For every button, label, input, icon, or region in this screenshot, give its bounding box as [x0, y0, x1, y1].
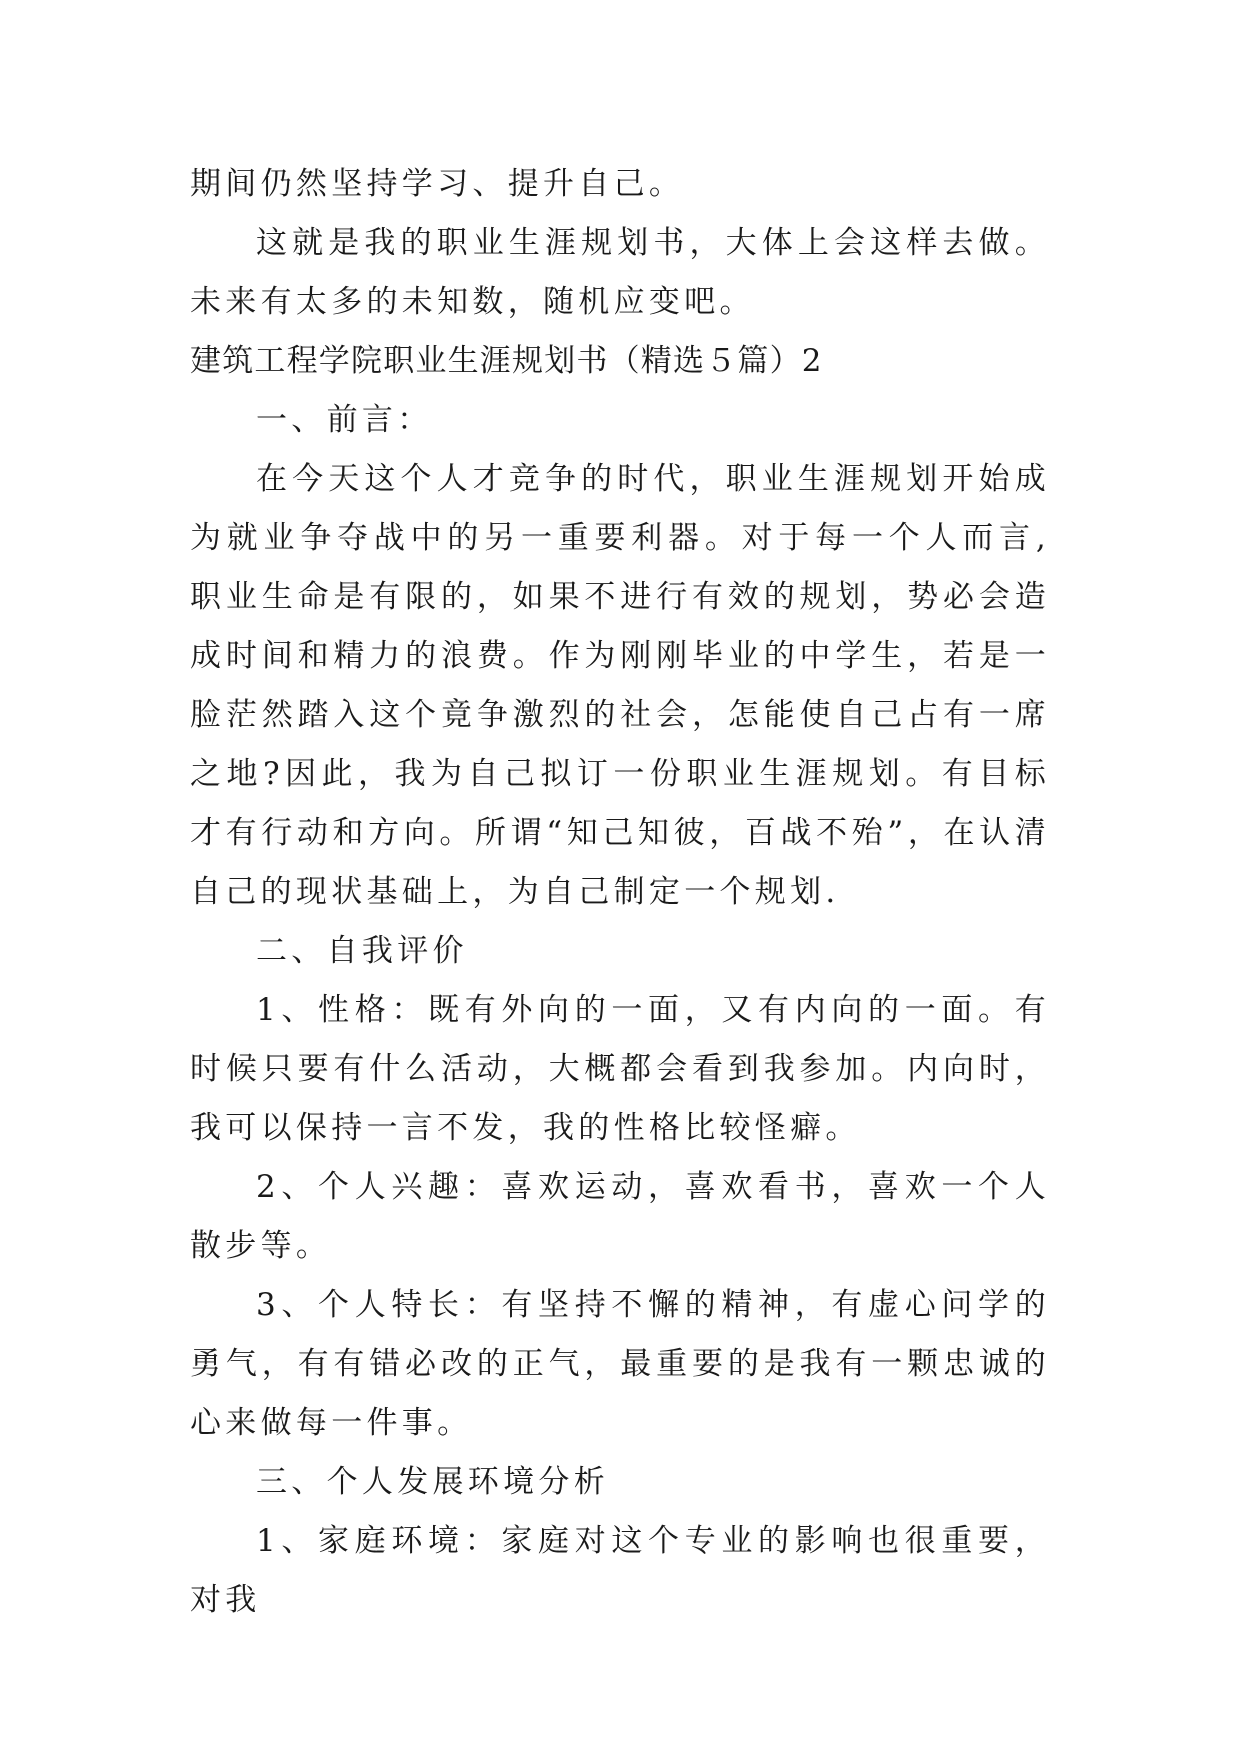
paragraph-strengths: 3、个人特长：有坚持不懈的精神，有虚心问学的勇气，有有错必改的正气，最重要的是我有一颗忠诚的心来做每一件事。	[190, 1287, 1050, 1441]
heading-environment-analysis: 三、个人发展环境分析	[256, 1464, 609, 1500]
section-title: 建筑工程学院职业生涯规划书（精选５篇）2	[190, 343, 823, 379]
paragraph-1: 期间仍然坚持学习、提升自己。	[190, 166, 685, 202]
document-body	[190, 155, 1050, 1630]
paragraph-personality: 1、性格：既有外向的一面，又有内向的一面。有时候只要有什么活动，大概都会看到我参加。内向时，我可以保持一言不发，我的性格比较怪癖。	[190, 992, 1050, 1146]
paragraph-interests: 2、个人兴趣：喜欢运动，喜欢看书，喜欢一个人散步等。	[190, 1169, 1050, 1264]
paragraph-2: 这就是我的职业生涯规划书，大体上会这样去做。未来有太多的未知数，随机应变吧。	[190, 225, 1050, 320]
paragraph-family-environment: 1、家庭环境：家庭对这个专业的影响也很重要，对我	[190, 1523, 1050, 1618]
heading-self-evaluation: 二、自我评价	[256, 933, 468, 969]
heading-preface: 一、前言：	[256, 402, 433, 438]
paragraph-preface-body: 在今天这个人才竞争的时代，职业生涯规划开始成为就业争夺战中的另一重要利器。对于每一个人而言,职业生命是有限的，如果不进行有效的规划，势必会造成时间和精力的浪费。作为刚刚毕业的中学生，若是一脸茫然踏入这个竟争激烈的社会，怎能使自己占有一席之地?因此，我为自己拟订一份职业生涯规划。有目标才有行动和方向。所谓“知己知彼，百战不殆”，在认清自己的现状基础上，为自己制定一个规划.	[190, 461, 1050, 910]
